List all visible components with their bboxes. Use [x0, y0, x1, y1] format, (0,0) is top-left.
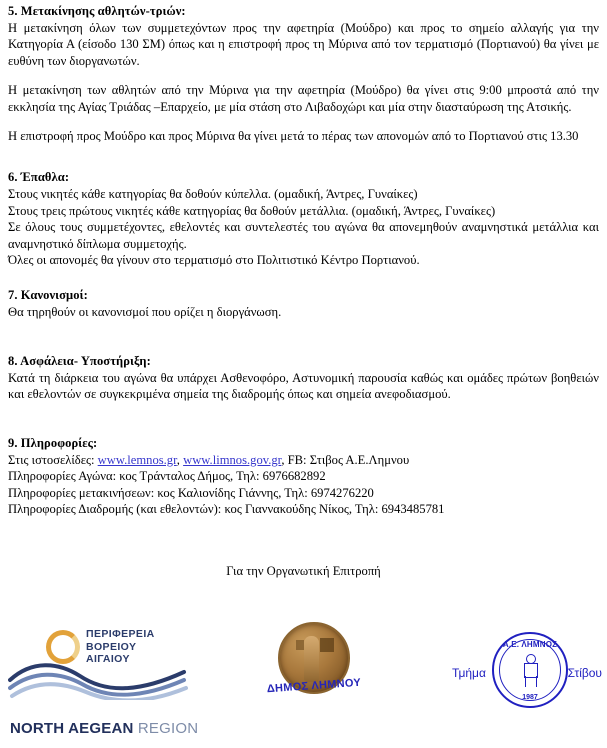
figure-torso	[524, 663, 538, 678]
contact-line-race: Πληροφορίες Αγώνα: κος Τράνταλος Δήμος, Τηλ: 6976682892	[8, 469, 326, 484]
section-heading-5: 5. Μετακίνησης αθλητών-τριών:	[8, 4, 186, 18]
club-left-word: Τμήμα	[452, 666, 486, 680]
section-7-paragraph-1: Θα τηρηθούν οι κανονισμοί που ορίζει η διοργάνωση.	[8, 305, 282, 320]
nar-title-line-3: ΑΙΓΑΙΟΥ	[86, 653, 130, 665]
spacer	[8, 69, 599, 82]
contact-line-transport: Πληροφορίες μετακινήσεων: κος Καλιονίδης Γιάννης, Τηλ: 6974276220	[8, 485, 374, 500]
spacer	[8, 517, 599, 543]
section-9-websites-line	[8, 452, 599, 468]
nar-title-line-2: ΒΟΡΕΙΟΥ	[86, 640, 137, 653]
section-heading-9: 9. Πληροφορίες:	[8, 435, 98, 450]
section-5-paragraph-3: Η επιστροφή προς Μούδρο και προς Μύρινα θα γίνει μετά το πέρας των απονομών από το Πορτιανού στις 13.30	[8, 129, 579, 144]
club-seal-icon	[492, 632, 568, 708]
figure-head	[526, 654, 536, 664]
spacer	[8, 115, 599, 128]
north-aegean-region-logo	[8, 622, 208, 742]
section-6-paragraph-3: Σε όλους τους συμμετέχοντες, εθελοντές και συντελεστές του αγώνα θα απονεμηθούν αναμνηστικά μετάλλια και αναμνηστικό δίπλωμα συμμετοχής.	[8, 220, 599, 251]
figure-legs	[525, 676, 537, 687]
section-6-paragraph-1: Στους νικητές κάθε κατηγορίας θα δοθούν κύπελλα. (ομαδική, Άντρες, Γυναίκες)	[8, 187, 418, 202]
club-seal-year: 1987	[522, 694, 538, 701]
municipality-of-lemnos-logo	[256, 620, 372, 716]
section-heading-8: 8. Ασφάλεια- Υποστήριξη:	[8, 353, 151, 368]
nar-title-line-1: ΠΕΡΙΦΕΡΕΙΑ	[86, 628, 155, 640]
spacer	[8, 347, 599, 354]
websites-prefix-label: Στις ιστοσελίδες:	[8, 452, 98, 467]
athlete-figure-icon	[520, 654, 540, 688]
wordmark-bold-part: NORTH AEGEAN	[10, 720, 134, 737]
athletics-club-logo	[452, 626, 604, 722]
section-5-paragraph-1: Η μετακίνηση όλων των συμμετεχόντων προς την αφετηρία (Μούδρο) και προς το σημείο αλλαγής για την Κατηγορία Α (είσοδο 130 ΣΜ) όπως και η επιστροφή προς τη Μύρινα από τον τερματισμό (Πορτιανού) θα γίνει με ευθύνη των διοργανωτών.	[8, 21, 599, 68]
facebook-label: , FB: Στιβος Α.Ε.Λημνου	[281, 452, 410, 467]
spacer	[8, 543, 599, 563]
spacer	[8, 144, 599, 170]
wordmark-light-part: REGION	[133, 720, 199, 737]
section-8-paragraph-1: Κατά τη διάρκεια του αγώνα θα υπάρχει Ασθενοφόρο, Αστυνομική παρουσία καθώς και ομάδες πρώτων βοηθειών και εθελοντών σε συγκεκριμένα σημεία της διαδρομής όπως και σημεία ανεφοδιασμού.	[8, 370, 599, 402]
section-heading-7: 7. Κανονισμοί:	[8, 288, 88, 303]
logo-row	[0, 608, 607, 748]
coin-detail-left	[296, 640, 304, 650]
link-lemnos-gr[interactable]: www.lemnos.gr	[97, 452, 177, 467]
spacer	[8, 403, 599, 429]
closing-line: Για την Οργανωτική Επιτροπή	[226, 564, 381, 579]
north-aegean-region-wordmark	[10, 720, 198, 737]
spacer	[8, 429, 599, 436]
links-separator: ,	[176, 452, 184, 467]
waves-icon	[8, 658, 188, 700]
club-seal-top-text: Α.Ε. ΛΗΜΝΟΣ	[502, 640, 558, 649]
section-5-paragraph-2: Η μετακίνηση των αθλητών από την Μύρινα για την αφετηρία (Μούδρο) θα γίνει στις 9:00 μπροστά από την εκκλησία της Αγίας Τριάδας –Επαρχείο, με μία στάση στο Λιβαδοχώρι και μία στην διασταύρωση της Ατσικής.	[8, 83, 599, 114]
spacer	[8, 268, 599, 288]
spacer	[8, 321, 599, 347]
coin-figure	[304, 636, 319, 682]
coin-detail-right	[320, 638, 334, 652]
section-6-paragraph-2: Στους τρεις πρώτους νικητές κάθε κατηγορίας θα δοθούν μετάλλια. (ομαδική, Άντρες, Γυναίκες)	[8, 203, 496, 218]
club-right-word: Στίβου	[567, 666, 602, 680]
link-limnos-gov-gr[interactable]: www.limnos.gov.gr	[183, 452, 282, 467]
contact-line-route: Πληροφορίες Διαδρομής (και εθελοντών): κος Γιαννακούδης Νίκος, Τηλ: 6943485781	[8, 501, 445, 516]
municipality-label: ΔΗΜΟΣ ΛΗΜΝΟΥ	[266, 676, 362, 696]
section-heading-6: 6. Έπαθλα:	[8, 170, 70, 185]
section-6-paragraph-4: Όλες οι απονομές θα γίνουν στο τερματισμό στο Πολιτιστικό Κέντρο Πορτιανού.	[8, 253, 420, 268]
